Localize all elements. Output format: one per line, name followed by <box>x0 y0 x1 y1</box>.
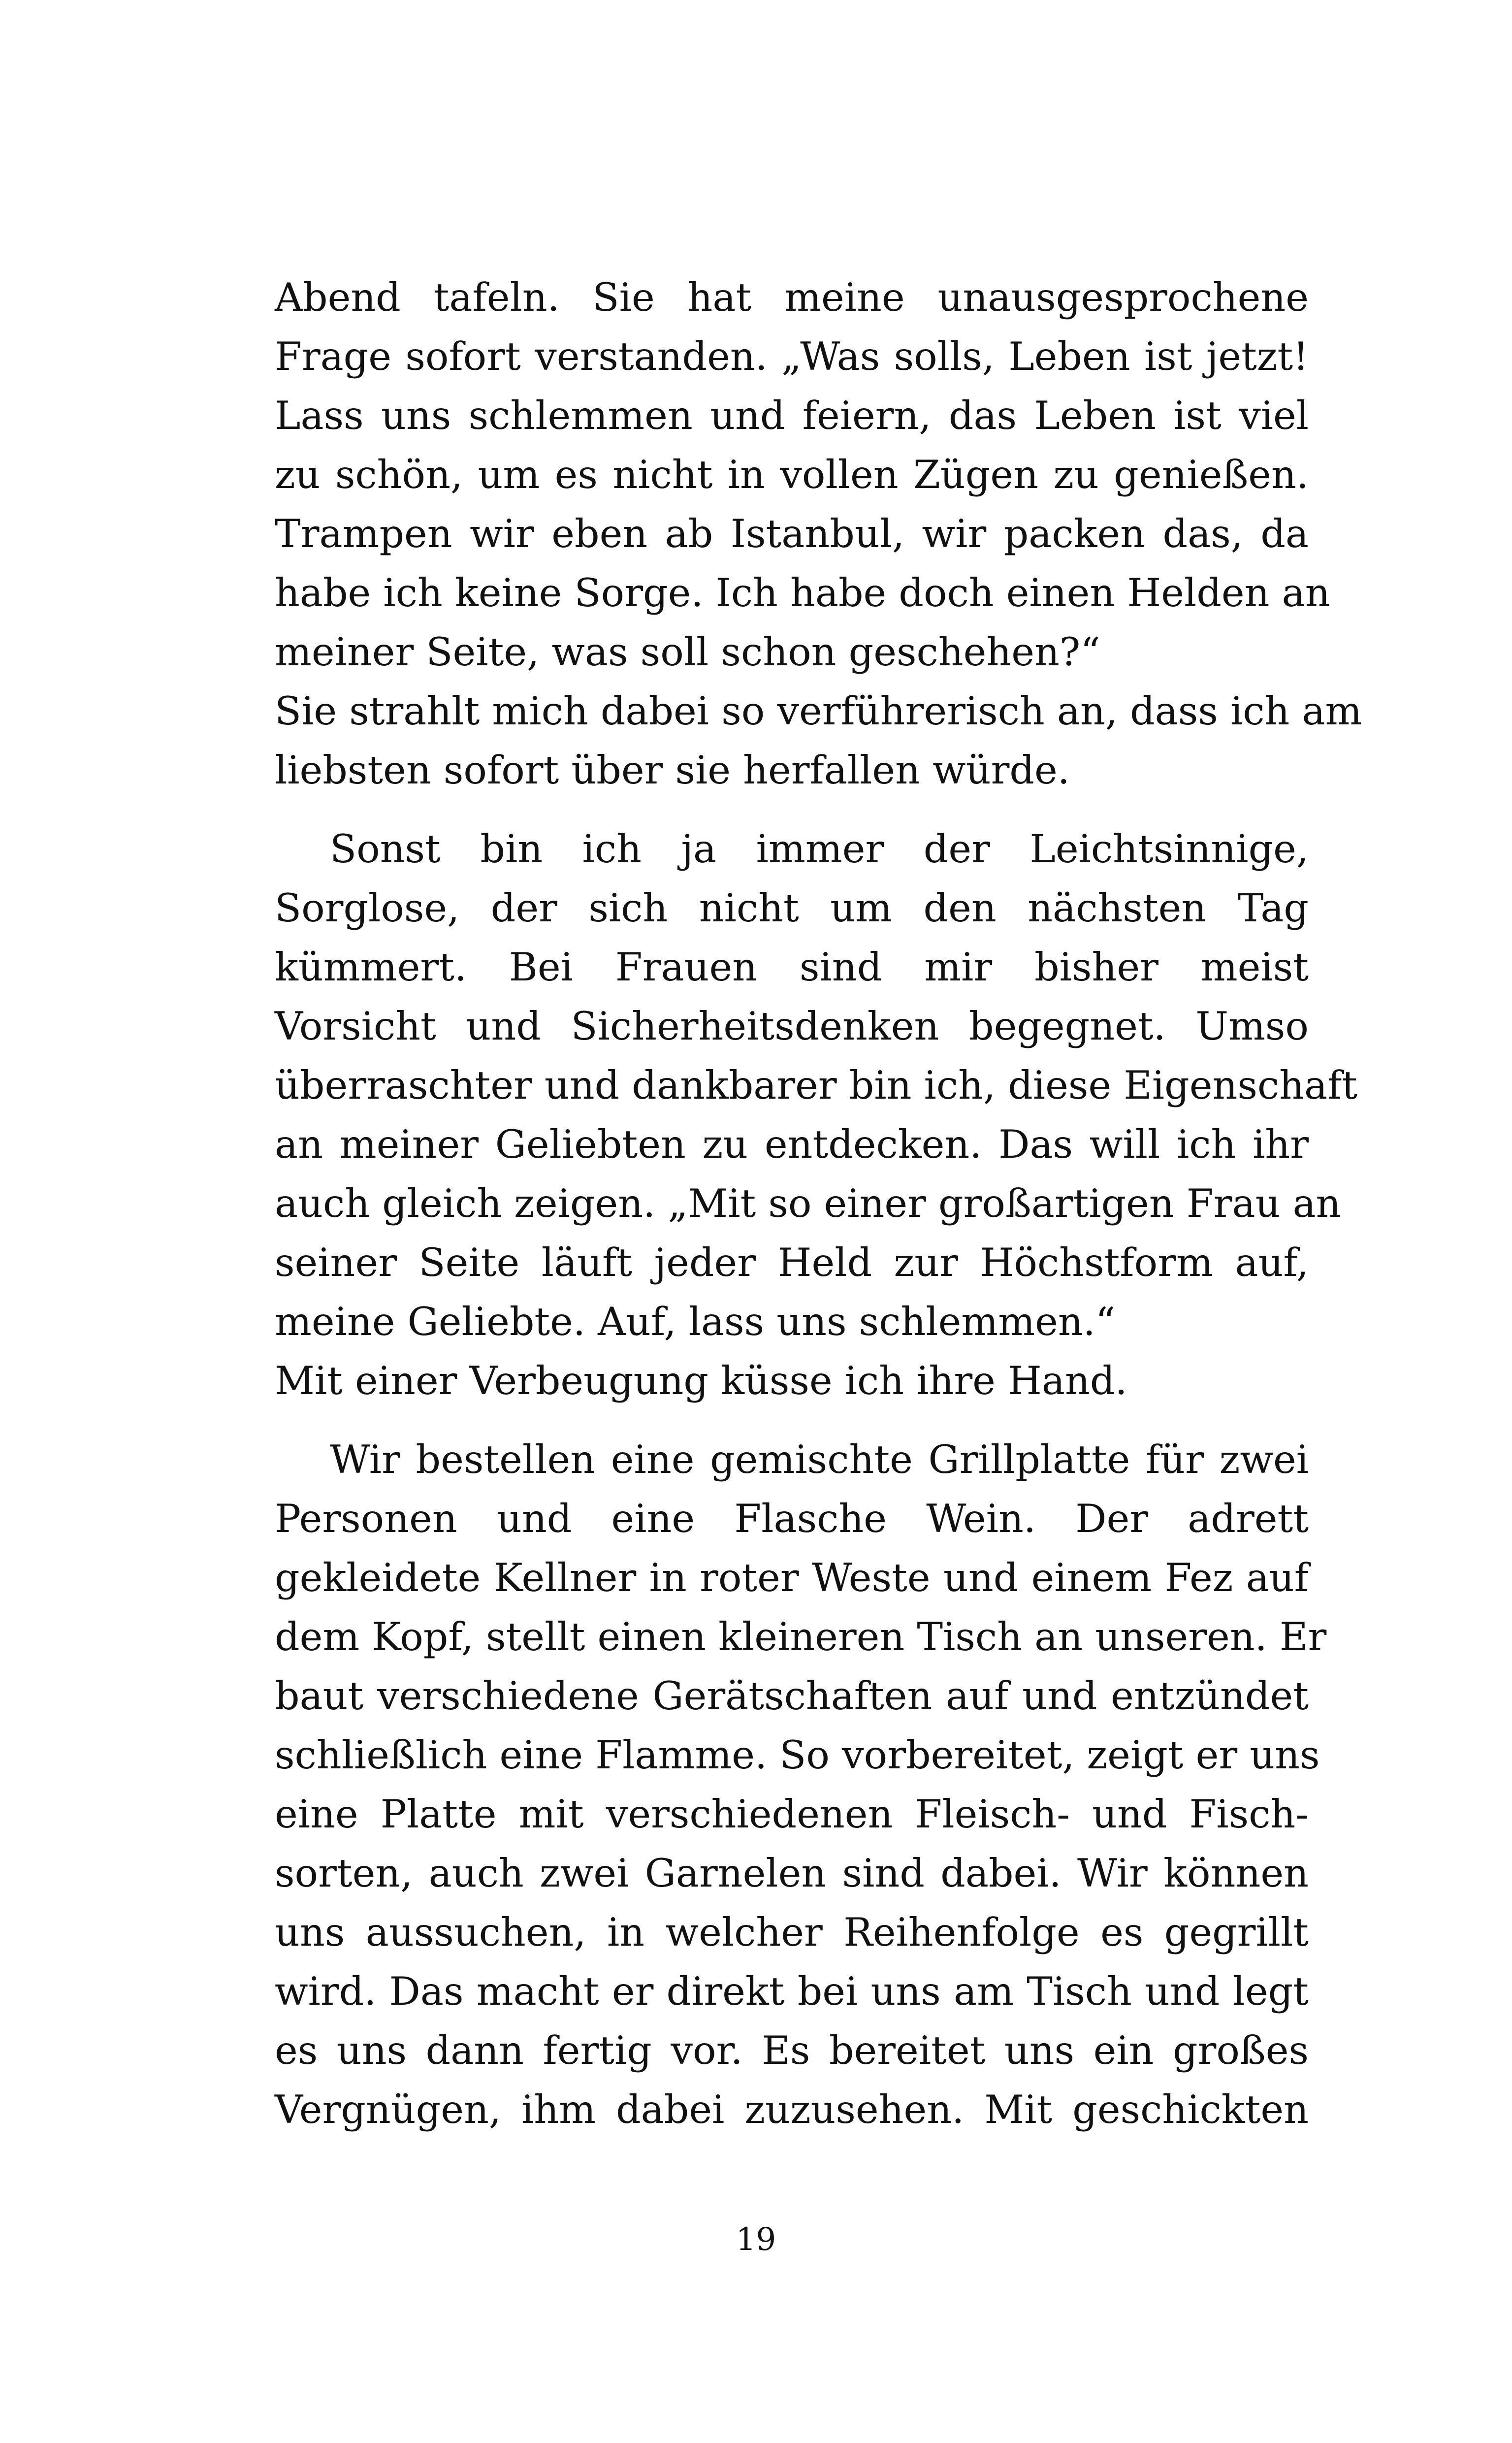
paragraph <box>275 819 1358 1410</box>
text-line: Sorglose, der sich nicht um den nächsten Tag <box>275 885 1309 931</box>
text-line: es uns dann fertig vor. Es bereitet uns ein großes <box>275 2028 1309 2073</box>
text-line: schließlich eine Flamme. So vorbereitet, zeigt er uns <box>275 1732 1320 1778</box>
text-line: eine Platte mit verschiedenen Fleisch- und Fisch- <box>275 1792 1309 1837</box>
body-text <box>275 268 1362 2139</box>
text-line: baut verschiedene Gerätschaften auf und entzündet <box>275 1673 1309 1719</box>
text-line: zu schön, um es nicht in vollen Zügen zu genießen. <box>275 452 1309 497</box>
text-line: dem Kopf, stellt einen kleineren Tisch an unseren. Er <box>275 1614 1327 1660</box>
text-line: wird. Das macht er direkt bei uns am Tisch und legt <box>275 1969 1309 2014</box>
text-line: Vorsicht und Sicherheitsdenken begegnet. Umso <box>275 1004 1309 1049</box>
text-line: überraschter und dankbarer bin ich, diese Eigenschaft <box>275 1063 1358 1108</box>
text-line: Personen und eine Flasche Wein. Der adrett <box>275 1496 1309 1541</box>
page-number: 19 <box>736 2221 776 2258</box>
text-line: Vergnügen, ihm dabei zuzusehen. Mit geschickten <box>275 2087 1309 2132</box>
text-line: Mit einer Verbeugung küsse ich ihre Hand. <box>275 1358 1127 1403</box>
text-line: Lass uns schlemmen und feiern, das Leben ist viel <box>275 393 1309 438</box>
text-line: gekleidete Kellner in roter Weste und einem Fez auf <box>275 1555 1309 1600</box>
text-line: Frage sofort verstanden. „Was solls, Leben ist jetzt! <box>275 334 1309 379</box>
text-line: habe ich keine Sorge. Ich habe doch einen Helden an <box>275 570 1330 616</box>
text-line: meine Geliebte. Auf, lass uns schlemmen.“ <box>275 1299 1116 1344</box>
text-line: Sonst bin ich ja immer der Leichtsinnige, <box>330 826 1309 872</box>
text-line: Trampen wir eben ab Istanbul, wir packen das, da <box>275 511 1309 556</box>
paragraph <box>275 268 1362 800</box>
paragraph-gap <box>275 1410 1309 1430</box>
text-line: liebsten sofort über sie herfallen würde. <box>275 748 1070 793</box>
text-line: Wir bestellen eine gemischte Grillplatte für zwei <box>330 1437 1309 1482</box>
text-line: Abend tafeln. Sie hat meine unausgesprochene <box>275 275 1309 320</box>
text-line: sorten, auch zwei Garnelen sind dabei. Wir können <box>275 1851 1309 1896</box>
text-line: an meiner Geliebten zu entdecken. Das will ich ihr <box>275 1122 1309 1167</box>
paragraph <box>275 1430 1327 2139</box>
text-line: meiner Seite, was soll schon geschehen?“ <box>275 629 1100 675</box>
paragraph-gap <box>275 800 1309 819</box>
text-line: auch gleich zeigen. „Mit so einer großartigen Frau an <box>275 1181 1341 1226</box>
text-line: uns aussuchen, in welcher Reihenfolge es gegrillt <box>275 1910 1309 1955</box>
text-line: Sie strahlt mich dabei so verführerisch an, dass ich am <box>275 688 1362 734</box>
text-line: seiner Seite läuft jeder Held zur Höchstform auf, <box>275 1240 1309 1285</box>
text-line: kümmert. Bei Frauen sind mir bisher meist <box>275 945 1309 990</box>
